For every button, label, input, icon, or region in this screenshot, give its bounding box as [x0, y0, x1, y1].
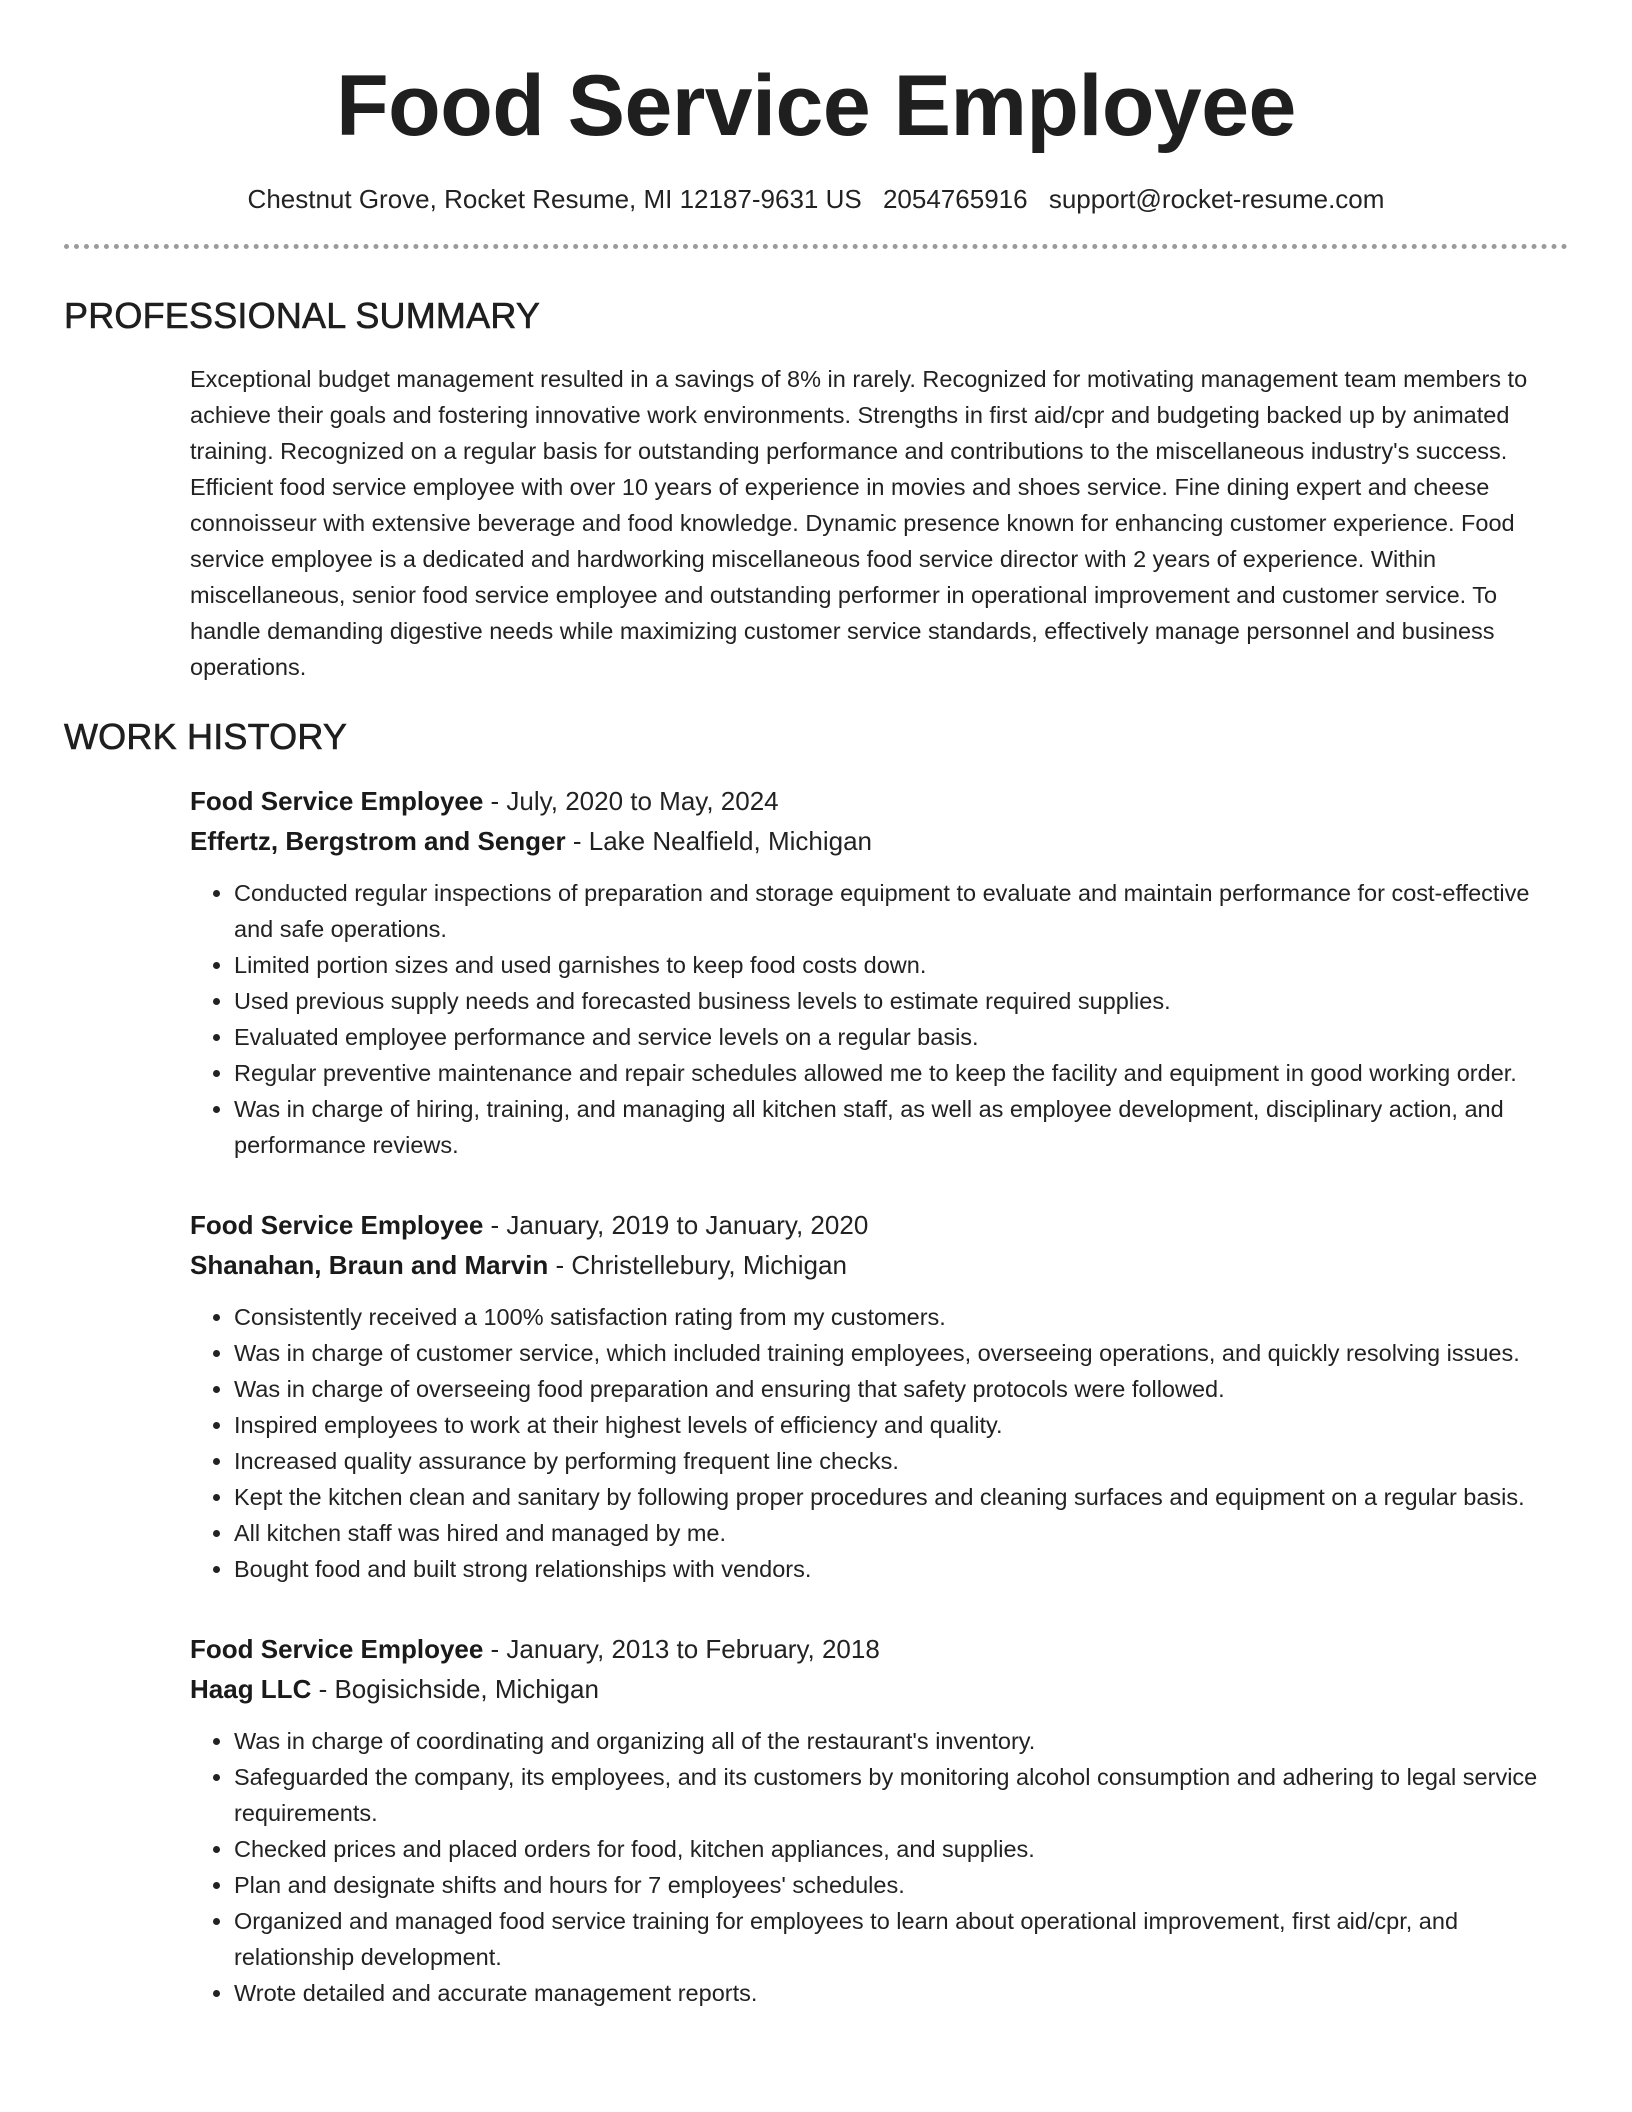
job-bullet: • Increased quality assurance by performing frequent line checks.: [234, 1443, 1568, 1479]
job-bullet: • Regular preventive maintenance and repair schedules allowed me to keep the facility and equipment in good working order.: [234, 1055, 1568, 1091]
job-location: - Lake Nealfield, Michigan: [565, 826, 873, 856]
job-entry: [190, 1205, 1568, 1587]
contact-email: support@rocket-resume.com: [1048, 184, 1385, 214]
job-title-line: [190, 1205, 1568, 1245]
job-bullet: • Checked prices and placed orders for food, kitchen appliances, and supplies.: [234, 1831, 1568, 1867]
job-entry: [190, 1629, 1568, 2011]
job-company-line: [190, 821, 1568, 861]
job-bullet: • Wrote detailed and accurate management reports.: [234, 1975, 1568, 2011]
job-company-line: [190, 1669, 1568, 1709]
job-entry: [190, 781, 1568, 1163]
summary-heading: PROFESSIONAL SUMMARY: [64, 295, 541, 336]
job-company: Shanahan, Braun and Marvin: [190, 1250, 549, 1280]
job-bullet: • Plan and designate shifts and hours for 7 employees' schedules.: [234, 1867, 1568, 1903]
contact-line: [64, 182, 1568, 216]
job-bullets: [190, 1723, 1568, 2011]
job-bullet: • Was in charge of coordinating and organizing all of the restaurant's inventory.: [234, 1723, 1568, 1759]
job-bullet: • Consistently received a 100% satisfaction rating from my customers.: [234, 1299, 1568, 1335]
job-bullet: • Evaluated employee performance and service levels on a regular basis.: [234, 1019, 1568, 1055]
job-bullets: [190, 875, 1568, 1163]
job-company-line: [190, 1245, 1568, 1285]
header-divider: [64, 244, 1568, 249]
job-bullets: [190, 1299, 1568, 1587]
job-bullet: • All kitchen staff was hired and managed by me.: [234, 1515, 1568, 1551]
job-role: Food Service Employee: [190, 1210, 484, 1240]
job-bullet: • Was in charge of hiring, training, and managing all kitchen staff, as well as employee development, disciplinary action, and performance reviews.: [234, 1091, 1568, 1163]
job-bullet: • Bought food and built strong relationships with vendors.: [234, 1551, 1568, 1587]
job-bullet: • Was in charge of customer service, which included training employees, overseeing operations, and quickly resolving issues.: [234, 1335, 1568, 1371]
job-location: - Bogisichside, Michigan: [311, 1674, 599, 1704]
job-role: Food Service Employee: [190, 786, 484, 816]
job-bullet: • Safeguarded the company, its employees, and its customers by monitoring alcohol consumption and adhering to legal service requirements.: [234, 1759, 1568, 1831]
contact-address: Chestnut Grove, Rocket Resume, MI 12187-9631 US: [247, 184, 862, 214]
job-bullet: • Kept the kitchen clean and sanitary by following proper procedures and cleaning surfaces and equipment on a regular basis.: [234, 1479, 1568, 1515]
job-bullet: • Was in charge of overseeing food preparation and ensuring that safety protocols were followed.: [234, 1371, 1568, 1407]
job-bullet: • Used previous supply needs and forecasted business levels to estimate required supplies.: [234, 983, 1568, 1019]
job-role: Food Service Employee: [190, 1634, 484, 1664]
job-bullet: • Conducted regular inspections of preparation and storage equipment to evaluate and maintain performance for cost-effective and safe operations.: [234, 875, 1568, 947]
job-company: Effertz, Bergstrom and Senger: [190, 826, 566, 856]
contact-phone: 2054765916: [882, 184, 1028, 214]
job-location: - Christellebury, Michigan: [548, 1250, 847, 1280]
job-dates: - July, 2020 to May, 2024: [483, 786, 779, 816]
summary-text: Exceptional budget management resulted in a savings of 8% in rarely. Recognized for motivating management team members to achieve their goals and fostering innovative work environments. Strengths in first aid/cpr and budgeting backed up by animated training. Recognized on a regular basis for outstanding performance and contributions to the miscellaneous industry's success. Efficient food service employee with over 10 years of experience in movies and shoes service. Fine dining expert and cheese connoisseur with extensive beverage and food knowledge. Dynamic presence known for enhancing customer experience. Food service employee is a dedicated and hardworking miscellaneous food service director with 2 years of experience. Within miscellaneous, senior food service employee and outstanding performer in operational improvement and customer service. To handle demanding digestive needs while maximizing customer service standards, effectively manage personnel and business operations.: [190, 366, 1528, 680]
candidate-name: Food Service Employee: [336, 58, 1296, 154]
job-bullet: • Organized and managed food service training for employees to learn about operational improvement, first aid/cpr, and relationship development.: [234, 1903, 1568, 1975]
job-bullet: • Inspired employees to work at their highest levels of efficiency and quality.: [234, 1407, 1568, 1443]
job-dates: - January, 2019 to January, 2020: [483, 1210, 869, 1240]
job-title-line: [190, 781, 1568, 821]
job-title-line: [190, 1629, 1568, 1669]
job-company: Haag LLC: [190, 1674, 312, 1704]
work-history-heading: WORK HISTORY: [64, 716, 348, 757]
job-bullet: • Limited portion sizes and used garnishes to keep food costs down.: [234, 947, 1568, 983]
job-dates: - January, 2013 to February, 2018: [483, 1634, 880, 1664]
